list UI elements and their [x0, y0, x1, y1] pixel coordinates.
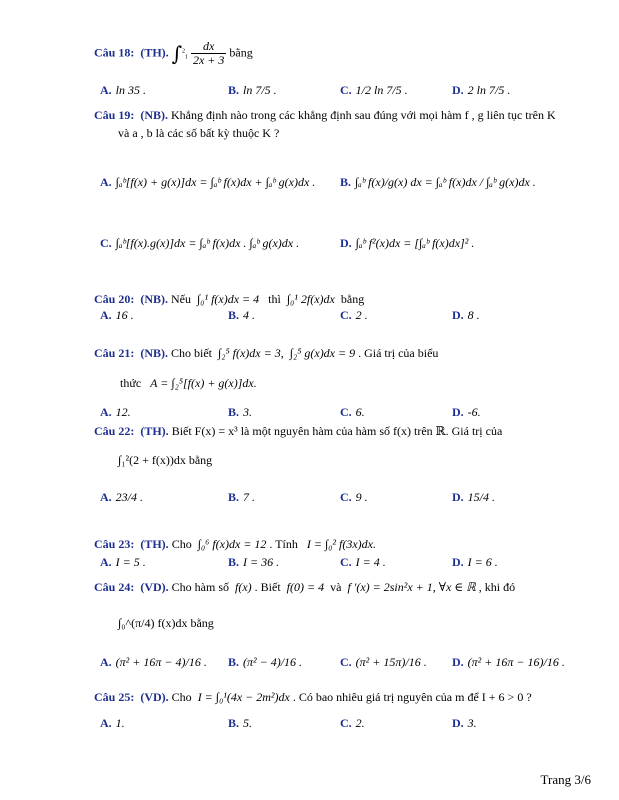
q21-number: Câu 21: — [94, 346, 135, 360]
q21-stem: Câu 21: (NB). Cho biết ∫₂⁵ f(x)dx = 3, ∫₂⁵ g(x)dx = 9 . Giá trị của biểu — [94, 346, 439, 360]
q22-level: (TH). — [140, 424, 169, 438]
q25-pre: Cho — [171, 690, 192, 704]
q23-option-b[interactable]: B. I = 36 . — [228, 555, 280, 569]
q24-option-b[interactable]: B. (π² − 4)/16 . — [228, 655, 303, 669]
q25-number: Câu 25: — [94, 690, 135, 704]
q23-level: (TH). — [140, 537, 169, 551]
q23-pre: Cho — [171, 537, 192, 551]
q22-stem — [94, 424, 502, 439]
q25-expression: I = ∫₀¹(4x − 2m²)dx — [197, 690, 290, 704]
q18-level: (TH). — [140, 45, 169, 60]
q24-level: (VD). — [140, 580, 169, 594]
q22-option-d[interactable]: D. 15/4 . — [452, 490, 496, 504]
q18-option-d[interactable]: D. 2 ln 7/5 . — [452, 83, 511, 97]
q25-option-c[interactable]: C. 2. — [340, 716, 365, 730]
q20-number: Câu 20: — [94, 292, 135, 306]
q24-pre: Cho hàm số — [171, 580, 230, 594]
q18-option-b[interactable]: B. ln 7/5 . — [228, 83, 277, 97]
q23-option-c[interactable]: C. I = 4 . — [340, 555, 386, 569]
q25-stem — [94, 690, 532, 705]
q18-option-c[interactable]: C. 1/2 ln 7/5 . — [340, 83, 408, 97]
q24-va: và — [330, 580, 342, 594]
q21-expr: A = ∫₂⁵[f(x) + g(x)]dx. — [150, 376, 257, 390]
q20-tail: bằng — [340, 292, 365, 306]
q21-tail: . Giá trị của biểu — [358, 346, 439, 360]
q25-tail: . Có bao nhiêu giá trị nguyên của m để I + 6 > 0 ? — [292, 690, 532, 704]
q24-fx: f(x) — [235, 580, 252, 594]
page-footer: Trang 3/6 — [540, 772, 591, 787]
q18-fraction: $\frac{dx}{2x + 3}$ — [192, 39, 225, 67]
q24-tail: , khi đó — [478, 580, 516, 594]
integral-sign-icon: ∫ — [171, 41, 183, 66]
q19-option-b[interactable]: B. ∫ₐᵇ f(x)/g(x) dx = ∫ₐᵇ f(x)dx / ∫ₐᵇ g(x)dx . — [340, 175, 536, 189]
q20-expression: ∫₀¹ 2f(x)dx — [286, 292, 335, 306]
q22-expression: ∫₁²(2 + f(x))dx bằng — [118, 453, 213, 467]
q25-option-d[interactable]: D. 3. — [452, 716, 477, 730]
q24-condition-2: f '(x) = 2sin²x + 1, ∀x ∈ ℝ — [347, 580, 476, 594]
q24-condition-1: f(0) = 4 — [286, 580, 325, 594]
q20-stem — [94, 292, 364, 307]
q18-stem — [94, 40, 253, 67]
q22-option-b[interactable]: B. 7 . — [228, 490, 256, 504]
q21-option-c[interactable]: C. 6. — [340, 405, 365, 419]
q20-option-d[interactable]: D. 8 . — [452, 308, 480, 322]
q21-option-d[interactable]: D. -6. — [452, 405, 481, 419]
q18-option-a[interactable]: A. ln 35 . — [100, 83, 147, 97]
q18-number: Câu 18: — [94, 45, 135, 60]
q23-option-d[interactable]: D. I = 6 . — [452, 555, 498, 569]
q21-expression — [120, 376, 257, 391]
q25-option-a[interactable]: A. 1. — [100, 716, 125, 730]
q23-number: Câu 23: — [94, 537, 135, 551]
q19-option-c[interactable]: C. ∫ₐᵇ[f(x).g(x)]dx = ∫ₐᵇ f(x)dx . ∫ₐᵇ g(x)dx . — [100, 236, 300, 250]
q19-text: Khẳng định nào trong các khẳng định sau đúng với mọi hàm f , g liên tục trên K — [171, 108, 556, 122]
q21-level: (NB). — [140, 346, 169, 360]
q25-option-b[interactable]: B. 5. — [228, 716, 253, 730]
q24-option-a[interactable]: A. (π² + 16π − 4)/16 . — [100, 655, 207, 669]
q19-level: (NB). — [140, 108, 169, 122]
q24-stem — [94, 580, 515, 595]
q18-tail: bằng — [229, 45, 253, 60]
q22-option-a[interactable]: A. 23/4 . — [100, 490, 144, 504]
q24-number: Câu 24: — [94, 580, 135, 594]
q19-text-2: và a , b là các số bất kỳ thuộc K ? — [118, 126, 280, 140]
q20-option-c[interactable]: C. 2 . — [340, 308, 368, 322]
q23-option-a[interactable]: A. I = 5 . — [100, 555, 146, 569]
q20-condition: ∫₀¹ f(x)dx = 4 — [197, 292, 260, 306]
q20-option-a[interactable]: A. 16 . — [100, 308, 134, 322]
q21-condition-1: ∫₂⁵ f(x)dx = 3 — [218, 346, 281, 360]
q23-expression: I = ∫₀² f(3x)dx. — [306, 537, 377, 551]
q21-option-a[interactable]: A. 12. — [100, 405, 131, 419]
q23-condition: ∫₀⁶ f(x)dx = 12 — [197, 537, 267, 551]
q23-mid: . Tính — [269, 537, 298, 551]
q19-number: Câu 19: — [94, 108, 135, 122]
q25-level: (VD). — [140, 690, 169, 704]
q21-thuc: thức — [120, 376, 142, 390]
q24-expression: ∫₀^(π/4) f(x)dx bằng — [118, 616, 214, 630]
q19-option-d[interactable]: D. ∫ₐᵇ f²(x)dx = [∫ₐᵇ f(x)dx]² . — [340, 236, 475, 250]
q19-option-a[interactable]: A. ∫ₐᵇ[f(x) + g(x)]dx = ∫ₐᵇ f(x)dx + ∫ₐᵇ g(x)dx . — [100, 175, 316, 189]
q20-pre: Nếu — [171, 292, 192, 306]
q20-option-b[interactable]: B. 4 . — [228, 308, 256, 322]
q22-number: Câu 22: — [94, 424, 135, 438]
q24-biet: . Biết — [254, 580, 281, 594]
q22-text: Biết F(x) = x³ là một nguyên hàm của hàm số f(x) trên ℝ. Giá trị của — [171, 424, 503, 438]
q23-stem — [94, 537, 376, 552]
q24-option-c[interactable]: C. (π² + 15π)/16 . — [340, 655, 427, 669]
q21-option-b[interactable]: B. 3. — [228, 405, 253, 419]
q21-condition-2: ∫₂⁵ g(x)dx = 9 — [289, 346, 356, 360]
q20-level: (NB). — [140, 292, 169, 306]
q21-pre: Cho biết — [171, 346, 213, 360]
q18-limits: $^2_1$ — [182, 48, 188, 61]
q24-option-d[interactable]: D. (π² + 16π − 16)/16 . — [452, 655, 565, 669]
q20-mid: thì — [268, 292, 281, 306]
q19-stem — [94, 108, 556, 123]
q22-option-c[interactable]: C. 9 . — [340, 490, 368, 504]
